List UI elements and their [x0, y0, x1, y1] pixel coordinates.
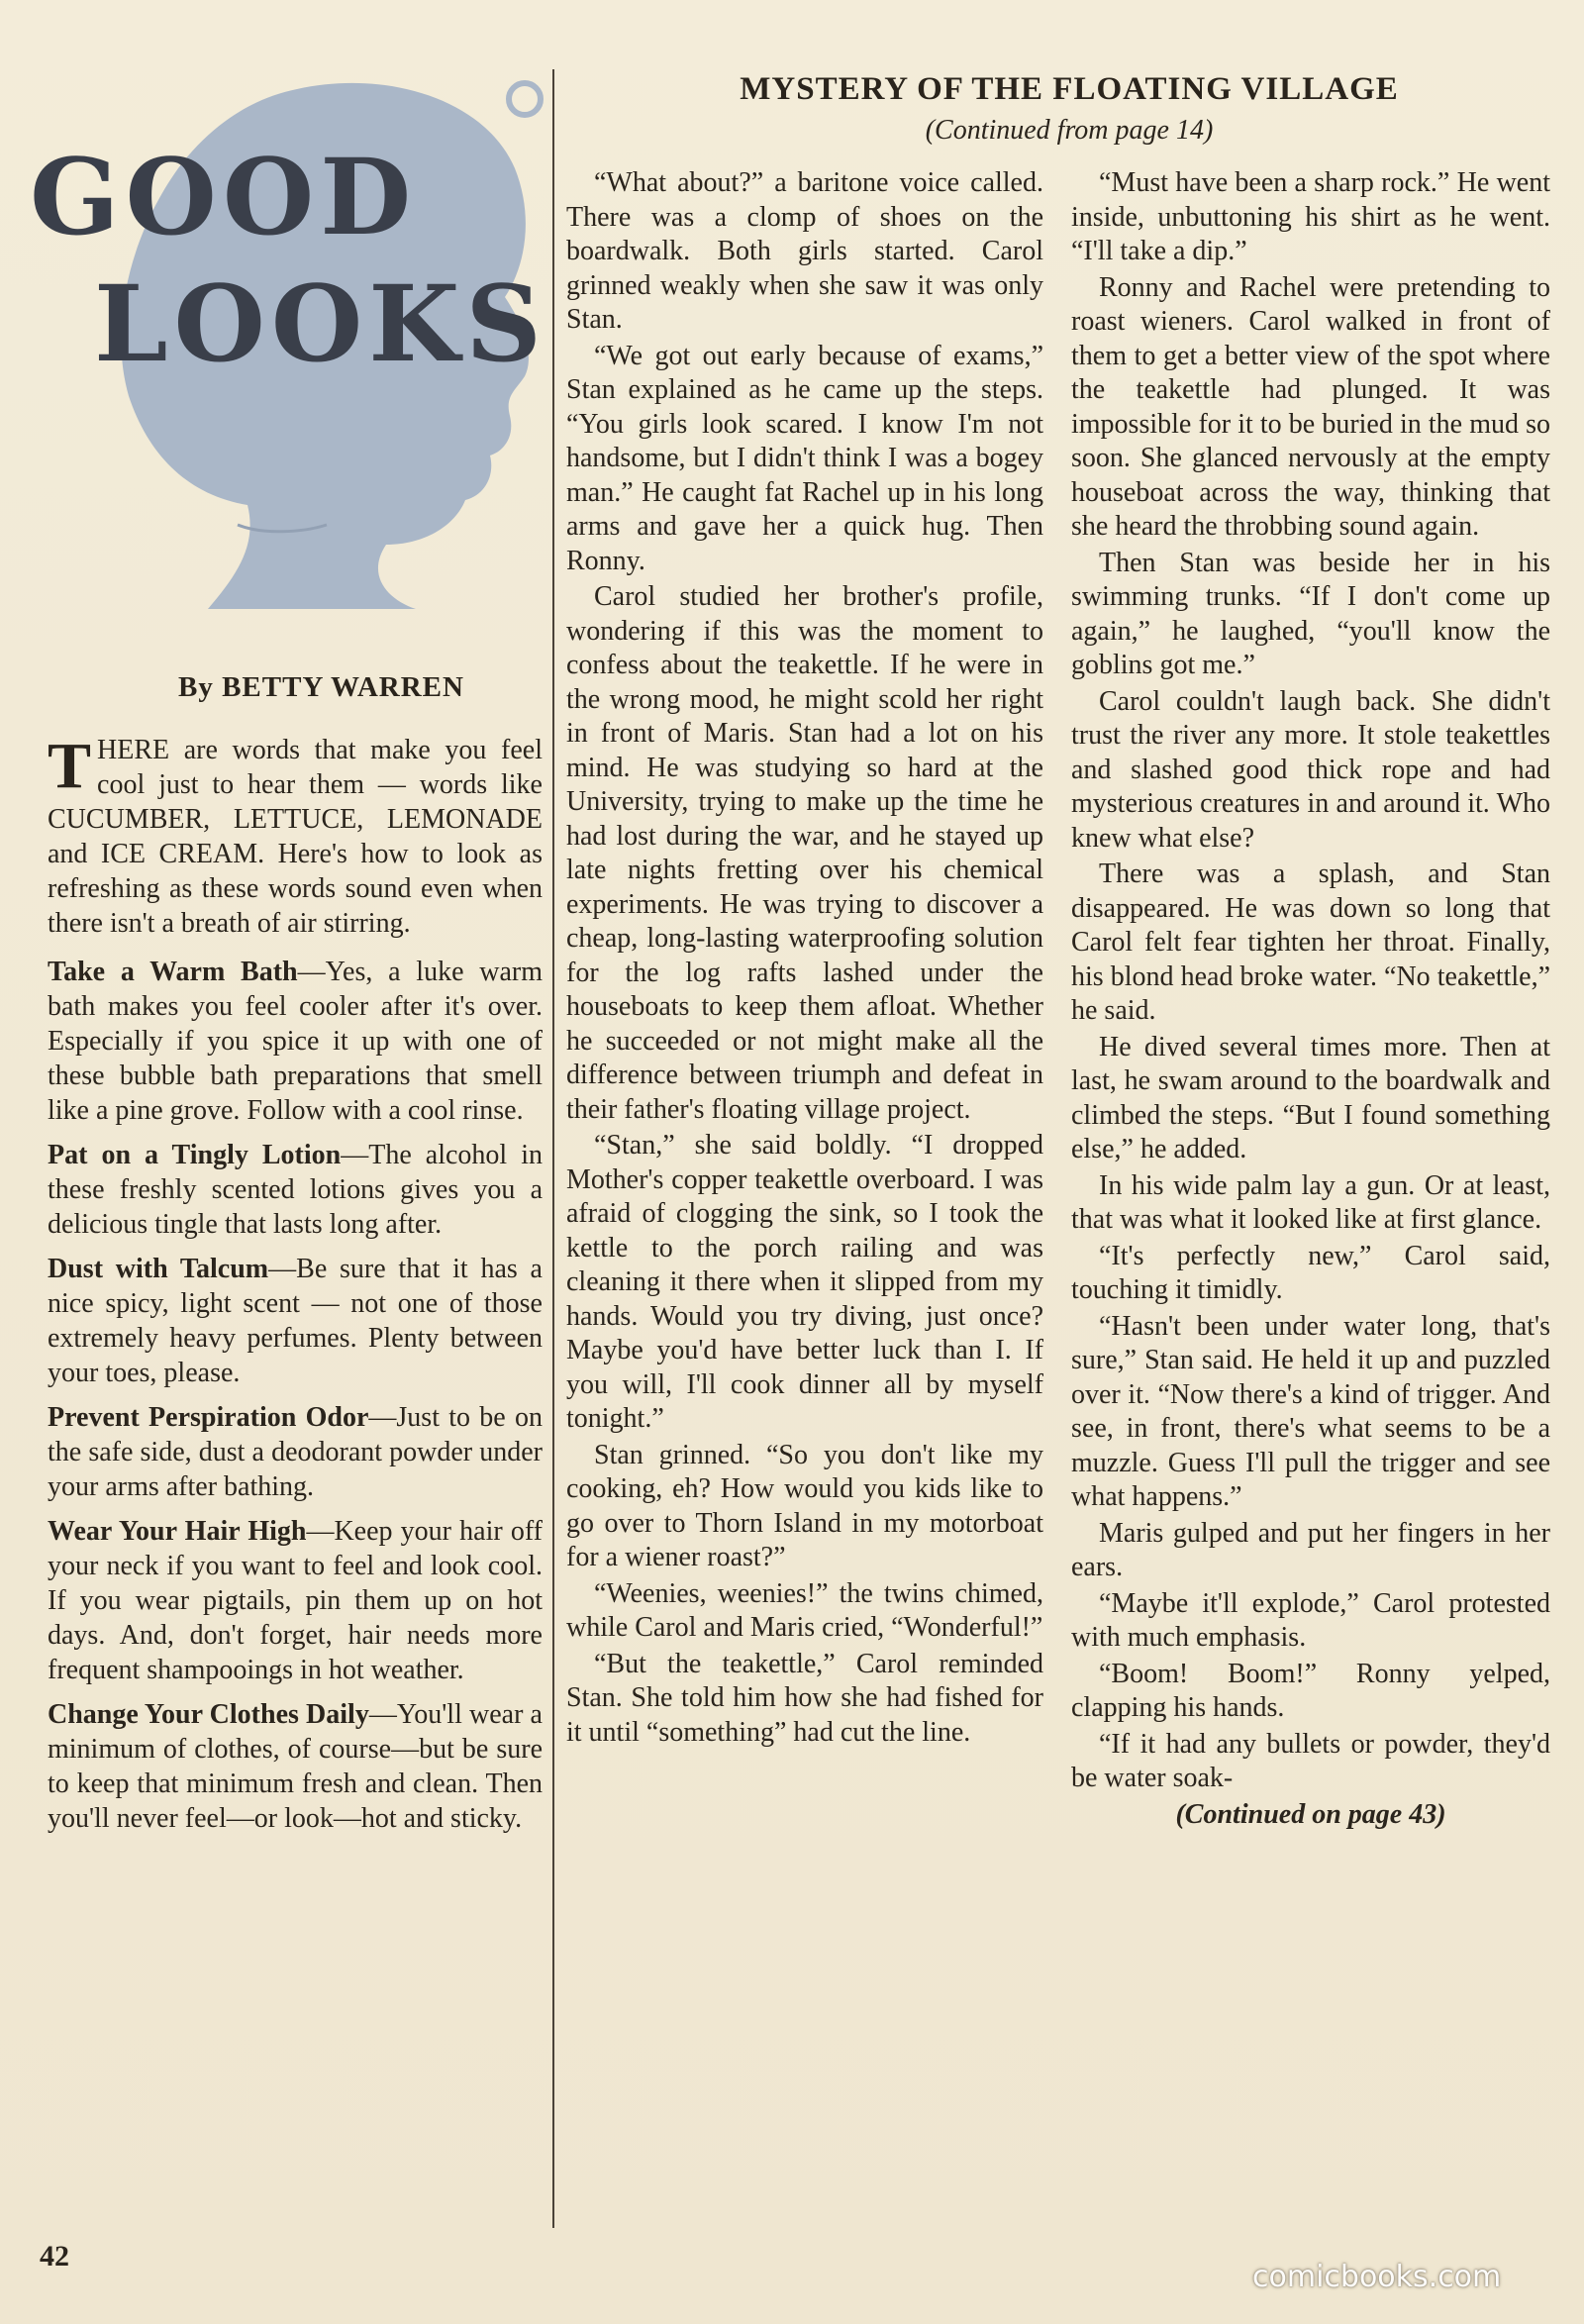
- story-paragraph: Maris gulped and put her fingers in her ears.: [1071, 1517, 1550, 1582]
- story-paragraph: Ronny and Rachel were pretending to roast wieners. Carol walked in front of them to get a better view of the spot where the teakettle had plunged. It was impossible for it to be buried in the mud so soon. She glanced nervously at the empty houseboat across the way, thinking that she heard the throbbing sound again.: [1071, 271, 1550, 542]
- tip-paragraph: [48, 955, 543, 1128]
- tip-text: —Yes, a luke warm bath makes you feel cooler after it's over. Especially if you spice it up with one of these bubble bath preparations that smell like a pine grove. Follow with a cool rinse.: [48, 957, 543, 1126]
- tip-text: —Be sure that it has a nice spicy, light scent — not one of those extremely heavy perfumes. Plenty between your toes, please.: [48, 1254, 543, 1388]
- story-paragraph: “Weenies, weenies!” the twins chimed, while Carol and Maris cried, “Wonderful!”: [566, 1577, 1043, 1643]
- title-word-good: GOOD: [30, 135, 418, 258]
- story-paragraph: Carol couldn't laugh back. She didn't trust the river any more. It stole teakettles and slashed good thick rope and had mysterious creatures in and around it. Who knew what else?: [1071, 685, 1550, 854]
- page-number: 42: [40, 2240, 69, 2273]
- story-paragraph: Stan grinned. “So you don't like my cooking, eh? How would you kids like to go over to Thorn Island in my motorboat for a wiener roast?”: [566, 1439, 1043, 1572]
- story-paragraph: “Stan,” she said boldly. “I dropped Mother's copper teakettle overboard. I was afraid of clogging the sink, so I took the kettle to the porch railing and was cleaning it there when it slipped from my hands. Would you try diving, just once? Maybe you'd have better luck than I. If you will, I'll cook dinner all by myself tonight.”: [566, 1130, 1043, 1434]
- story-paragraph: Carol studied her brother's profile, wondering if this was the moment to confess about the teakettle. If he were in the wrong mood, he might scold her right in front of Maris. Stan had a lot on his mind. He was studying so hard at the University, trying to make up the time he had lost during the war, and he stayed up late nights fretting over his chemical experiments. He was trying to discover a cheap, long-lasting waterproofing solution for the log rafts lashed under the houseboats to keep them afloat. Whether he succeeded or not might make all the difference between triumph and defeat in their father's floating village project.: [566, 581, 1043, 1125]
- tip-heading: Pat on a Tingly Lotion: [48, 1140, 342, 1170]
- story-paragraph: “We got out early because of exams,” Stan explained as he came up the steps. “You girls look scared. I know I'm not handsome, but I didn't think I was a bogey man.” He caught fat Rachel up in his long arms and gave her a quick hug. Then Ronny.: [566, 340, 1043, 576]
- tip-heading: Take a Warm Bath: [48, 957, 298, 987]
- tip-paragraph: [48, 1252, 543, 1390]
- story-paragraph: “But the teakettle,” Carol reminded Stan. She told him how she had fished for it until “something” had cut the line.: [566, 1648, 1043, 1748]
- story-paragraph: Then Stan was beside her in his swimming trunks. “If I don't come up again,” he laughed, “you'll know the goblins got me.”: [1071, 547, 1550, 680]
- title-word-looks: LOOKS: [94, 261, 547, 385]
- good-looks-article: [48, 730, 543, 1846]
- byline: By BETTY WARREN: [178, 671, 464, 703]
- story-paragraph: He dived several times more. Then at last, he swam around to the boardwalk and climbed the steps. “But I found something else,” he added.: [1071, 1031, 1550, 1164]
- story-paragraph: “Hasn't been under water long, that's sure,” Stan said. He held it up and puzzled over it. “Now there's a kind of trigger. And see, in front, there's what seems to be a muzzle. Guess I'll pull the trigger and see what happens.”: [1071, 1310, 1550, 1512]
- tip-heading: Dust with Talcum: [48, 1254, 269, 1284]
- story-paragraph: “Maybe it'll explode,” Carol protested with much emphasis.: [1071, 1587, 1550, 1653]
- tip-text: —You'll wear a minimum of clothes, of course—but be sure to keep that minimum fresh and clean. Then you'll never feel—or look—hot and sticky.: [48, 1699, 543, 1834]
- good-looks-column: [30, 40, 547, 2258]
- story-title: MYSTERY OF THE FLOATING VILLAGE: [740, 71, 1399, 107]
- story-paragraph: “Boom! Boom!” Ronny yelped, clapping his hands.: [1071, 1658, 1550, 1723]
- tip-heading: Prevent Perspiration Odor: [48, 1402, 369, 1433]
- intro-paragraph: [48, 730, 543, 941]
- story-paragraph: “If it had any bullets or powder, they'd be water soak-: [1071, 1728, 1550, 1793]
- continued-from-note: (Continued from page 14): [925, 115, 1214, 146]
- tip-paragraph: [48, 1138, 543, 1242]
- tip-heading: Change Your Clothes Daily: [48, 1699, 369, 1730]
- story-paragraph: “It's perfectly new,” Carol said, touching it timidly.: [1071, 1240, 1550, 1305]
- column-divider: [552, 69, 554, 2228]
- tip-text: —Just to be on the safe side, dust a deodorant powder under your arms after bathing.: [48, 1402, 543, 1502]
- tip-text: —Keep your hair off your neck if you want to feel and look cool. If you wear pigtails, pin them up on hot days. And, don't forget, hair needs more frequent shampooings in hot weather.: [48, 1516, 543, 1685]
- story-column-middle: [566, 166, 1043, 1752]
- story-paragraph: In his wide palm lay a gun. Or at least, that was what it looked like at first glance.: [1071, 1169, 1550, 1235]
- tip-paragraph: [48, 1697, 543, 1836]
- watermark-text: comicbooks.com: [1252, 2260, 1502, 2294]
- story-paragraph: There was a splash, and Stan disappeared. He was down so long that Carol felt fear tighten her throat. Finally, his blond head broke water. “No teakettle,” he said.: [1071, 859, 1550, 1026]
- story-column-right: [1071, 166, 1550, 1834]
- intro-text: HERE are words that make you feel cool just to hear them — words like CUCUMBER, LETTUCE, LEMONADE and ICE CREAM. Here's how to look as refreshing as these words sound even when there isn't a breath of air stirring.: [48, 735, 543, 939]
- story-paragraph: “Must have been a sharp rock.” He went inside, unbuttoning his shirt as he went. “I'll take a dip.”: [1071, 167, 1550, 266]
- continued-on-note: (Continued on page 43): [1175, 1798, 1446, 1830]
- tip-text: —The alcohol in these freshly scented lotions gives you a delicious tingle that lasts long after.: [48, 1140, 543, 1240]
- tip-heading: Wear Your Hair High: [48, 1516, 307, 1547]
- section-title: [30, 134, 547, 387]
- drop-cap: T: [48, 730, 92, 802]
- tip-paragraph: [48, 1514, 543, 1687]
- story-paragraph: “What about?” a baritone voice called. There was a clomp of shoes on the boardwalk. Both girls started. Carol grinned weakly when she saw it was only Stan.: [566, 167, 1043, 335]
- tip-paragraph: [48, 1400, 543, 1504]
